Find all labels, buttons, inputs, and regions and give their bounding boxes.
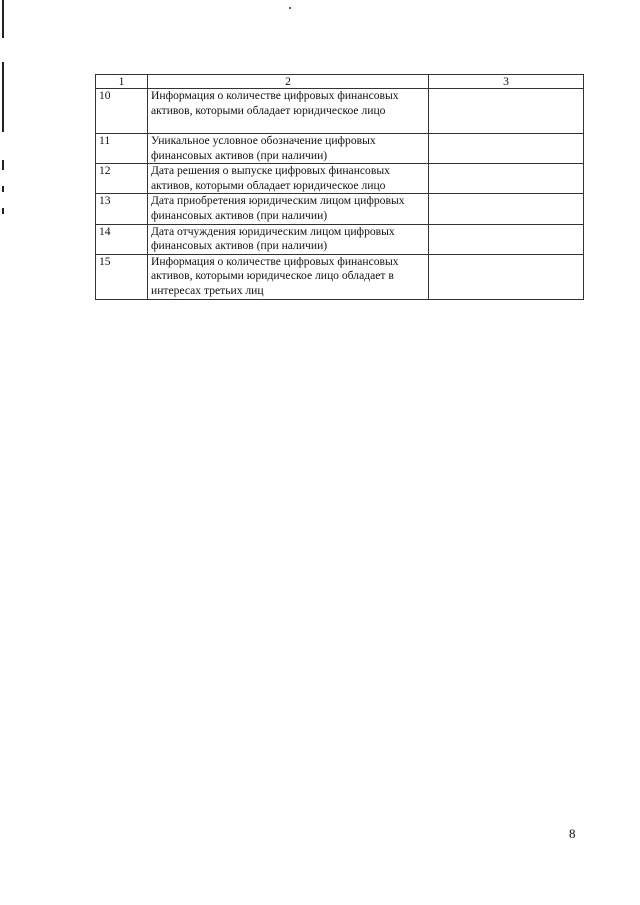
data-table: [95, 74, 584, 300]
row-description: Уникальное условное обозначение цифровых финансовых активов (при наличии): [148, 134, 429, 164]
row-value-cell: [429, 194, 584, 224]
column-header: 1: [96, 75, 148, 89]
page-number: 8: [569, 826, 576, 841]
row-value-cell: [429, 164, 584, 194]
row-value-cell: [429, 134, 584, 164]
row-value-cell: [429, 224, 584, 254]
row-description: Информация о количестве цифровых финансовых активов, которыми юридическое лицо обладает в интересах третьих лиц: [148, 254, 429, 299]
table-row: [96, 254, 584, 299]
row-description: Дата решения о выпуске цифровых финансовых активов, которыми обладает юридическое лицо: [148, 164, 429, 194]
row-number: 13: [96, 194, 148, 224]
scan-artifact: [2, 62, 4, 132]
row-description: Дата приобретения юридическим лицом цифровых финансовых активов (при наличии): [148, 194, 429, 224]
scan-artifact: [2, 208, 4, 214]
row-value-cell: [429, 254, 584, 299]
table-row: [96, 224, 584, 254]
row-number: 12: [96, 164, 148, 194]
table-row: [96, 89, 584, 134]
row-description: Информация о количестве цифровых финансовых активов, которыми обладает юридическое лицо: [148, 89, 429, 134]
row-number: 10: [96, 89, 148, 134]
column-header: 2: [148, 75, 429, 89]
table-row: [96, 164, 584, 194]
column-header: 3: [429, 75, 584, 89]
scan-artifact: [289, 7, 291, 9]
row-number: 15: [96, 254, 148, 299]
table-row: [96, 134, 584, 164]
row-description: Дата отчуждения юридическим лицом цифровых финансовых активов (при наличии): [148, 224, 429, 254]
scan-artifact: [2, 186, 4, 192]
table-row: [96, 194, 584, 224]
scan-artifact: [2, 0, 4, 38]
scan-artifact: [2, 160, 4, 170]
row-number: 11: [96, 134, 148, 164]
row-number: 14: [96, 224, 148, 254]
row-value-cell: [429, 89, 584, 134]
table-header-row: [96, 75, 584, 89]
